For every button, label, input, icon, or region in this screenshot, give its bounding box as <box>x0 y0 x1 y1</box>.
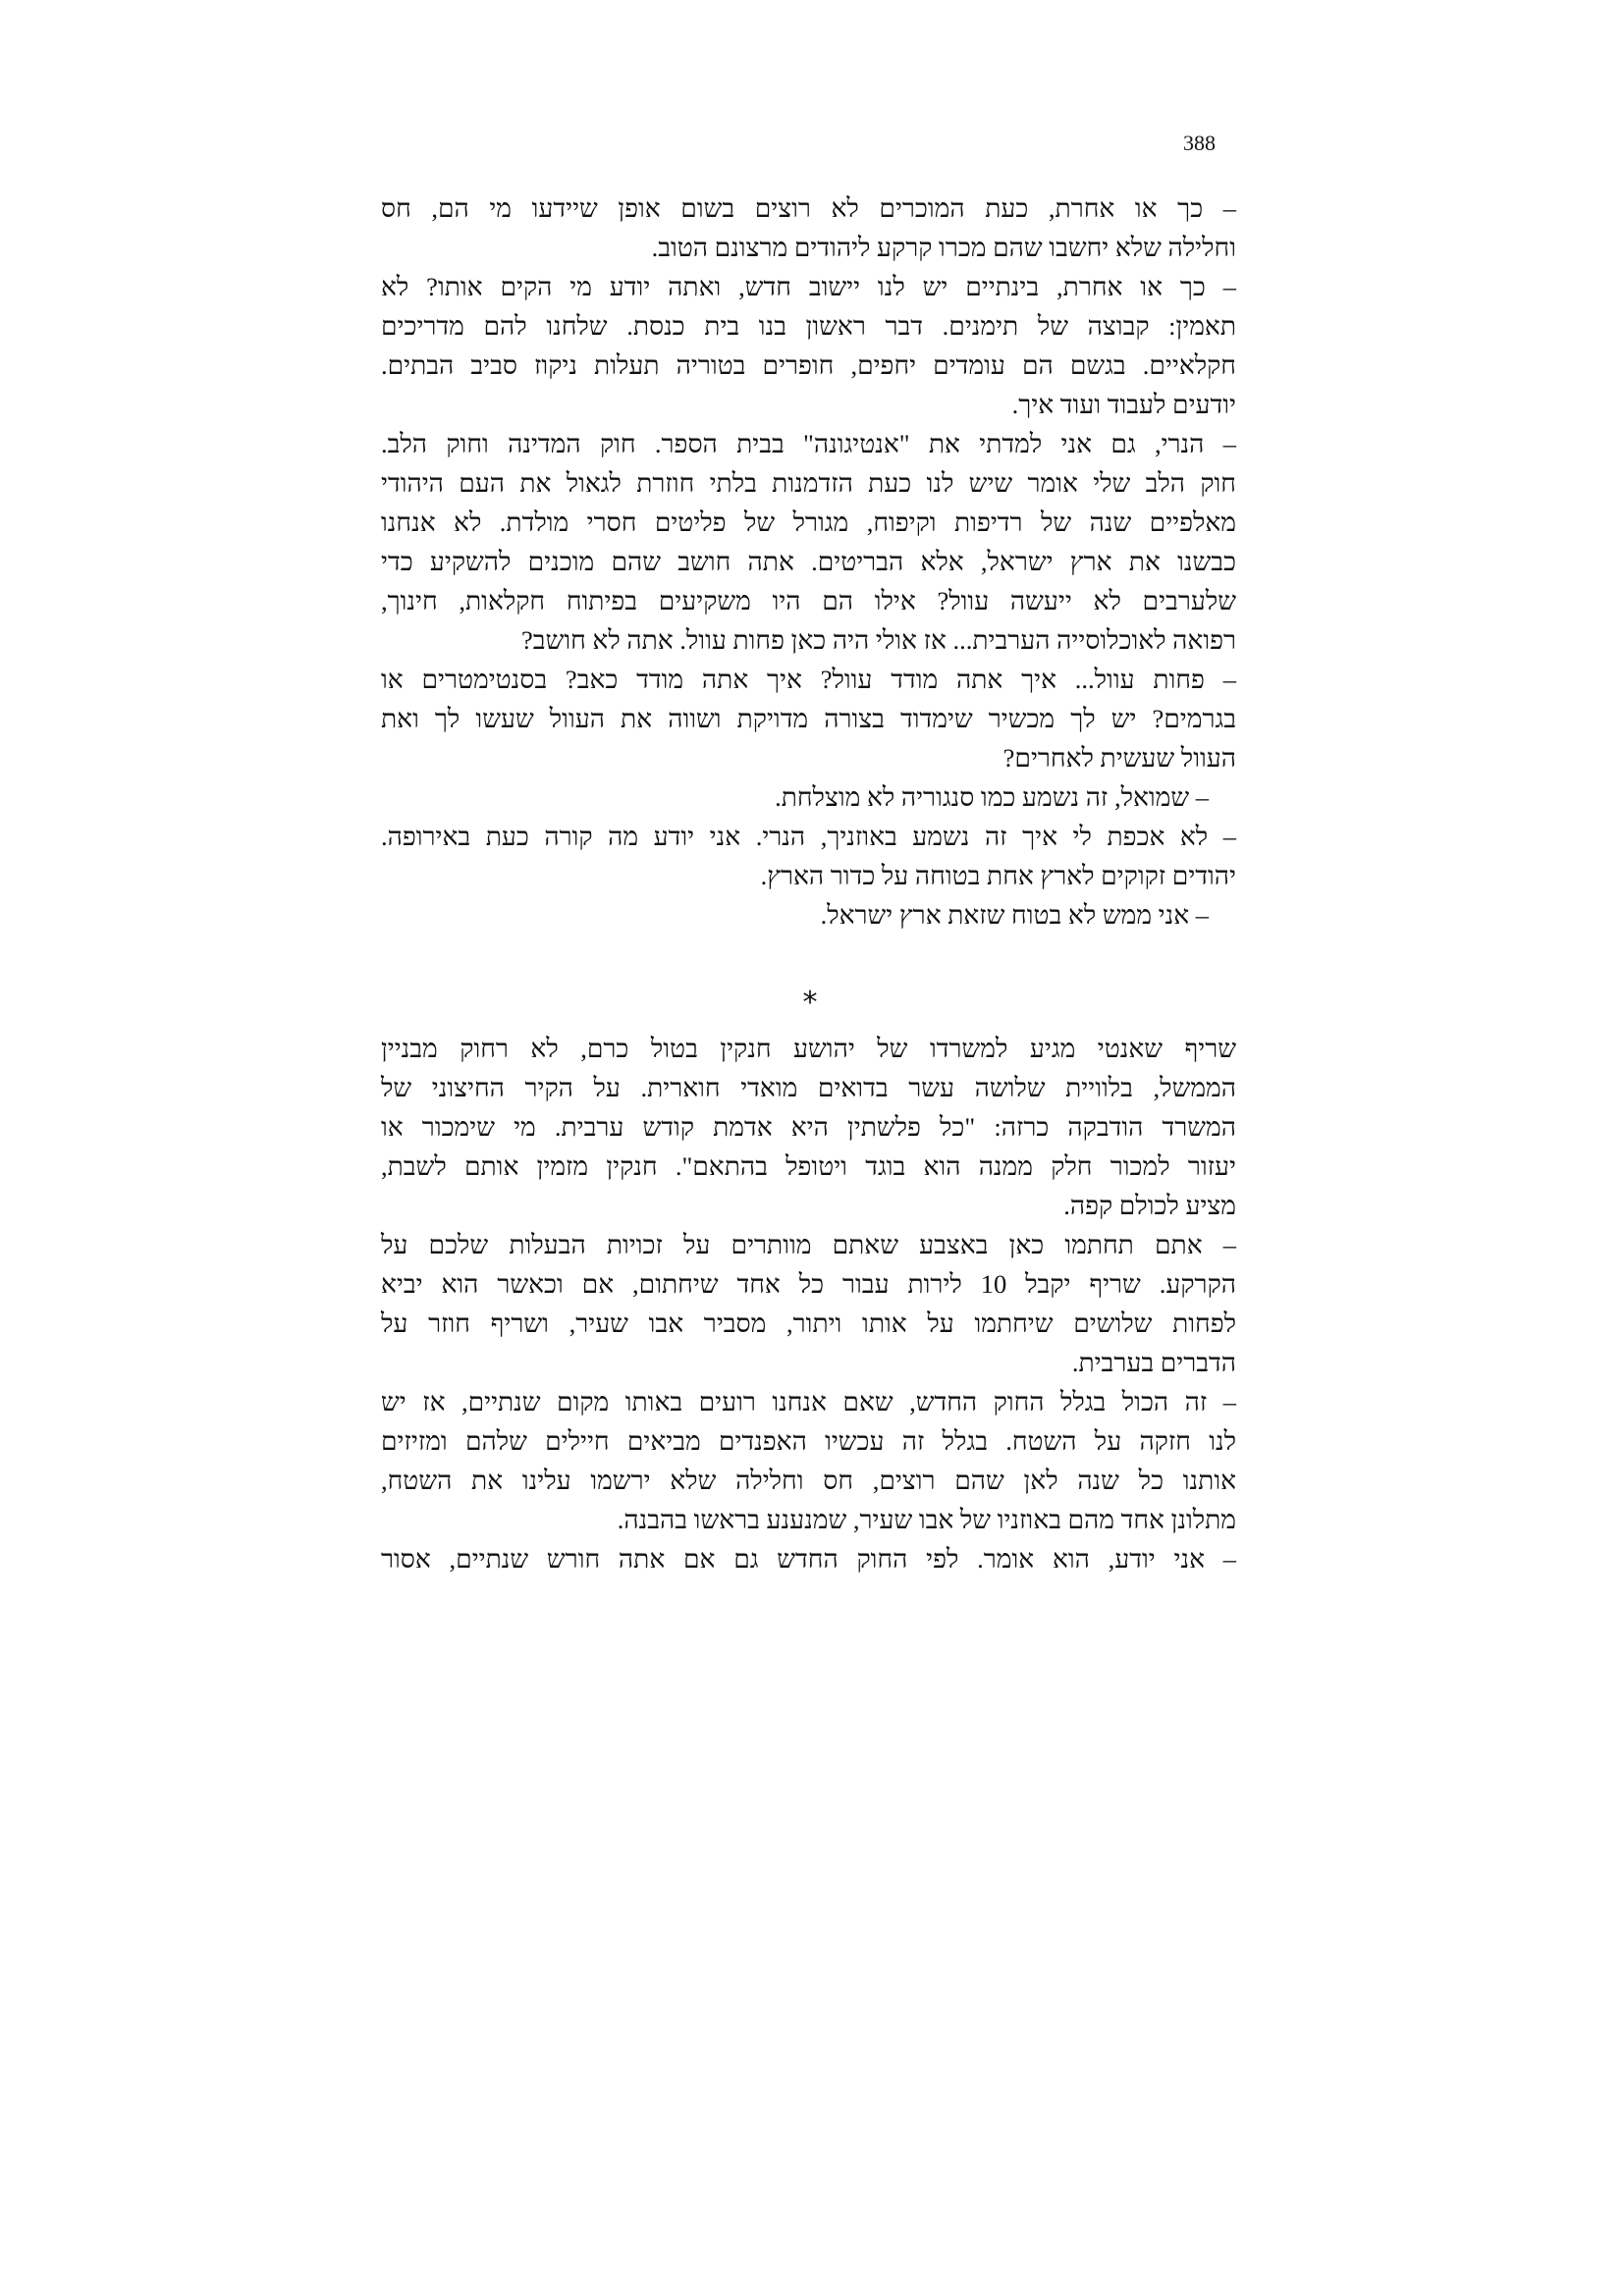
text-line: – אני יודע, הוא אומר. לפי החוק החדש גם אם אתה חורש שנתיים, אסור <box>381 1544 1236 1574</box>
text-line: הקרקע. שריף יקבל 10 לירות עבור כל אחד שיחתום, אם וכאשר הוא יביא <box>381 1269 1236 1299</box>
text-line: – לא אכפת לי איך זה נשמע באוזניך, הנרי. אני יודע מה קורה כעת באירופה. <box>381 822 1236 851</box>
paragraph <box>381 424 1236 660</box>
page-number: 388 <box>1183 131 1216 155</box>
text-line: רפואה לאוכלוסייה הערבית... אז אולי היה כאן פחות עוול. אתה לא חושב? <box>521 625 1236 655</box>
text-line: תאמין: קבוצה של תימנים. דבר ראשון בנו בית כנסת. שלחנו להם מדריכים <box>381 311 1236 341</box>
paragraph <box>381 777 1236 817</box>
paragraph <box>381 1225 1236 1382</box>
text-line: חקלאיים. בגשם הם עומדים יחפים, חופרים בטוריה תעלות ניקוז סביב הבתים. <box>381 350 1236 380</box>
text-line: – שמואל, זה נשמע כמו סנגוריה לא מוצלחת. <box>775 782 1209 812</box>
text-line: יעזור למכור חלק ממנה הוא בוגד ויטופל בהתאם". חנקין מזמין אותם לשבת, <box>381 1151 1236 1181</box>
text-line: – כך או אחרת, בינתיים יש לנו יישוב חדש, ואתה יודע מי הקים אותו? לא <box>381 272 1236 301</box>
text-line: חוק הלב שלי אומר שיש לנו כעת הזדמנות בלתי חוזרת לגאול את העם היהודי <box>381 468 1236 498</box>
text-line: יודעים לעבוד ועוד איך. <box>1011 390 1236 419</box>
text-line: וחלילה שלא יחשבו שהם מכרו קרקע ליהודים מרצונם הטוב. <box>651 233 1236 262</box>
paragraph <box>381 1382 1236 1539</box>
paragraph <box>381 660 1236 777</box>
text-line: שריף שאנטי מגיע למשרדו של יהושע חנקין בטול כרם, לא רחוק מבניין <box>381 1034 1236 1063</box>
paragraph <box>381 895 1236 934</box>
text-line: מתלונן אחד מהם באוזניו של אבו שעיר, שמנענע בראשו בהבנה. <box>617 1505 1236 1534</box>
text-line: בגרמים? יש לך מכשיר שימדוד בצורה מדויקת ושווה את העוול שעשו לך ואת <box>381 704 1236 733</box>
text-line: – אתם תחתמו כאן באצבע שאתם מוותרים על זכויות הבעלות שלכם על <box>381 1230 1236 1259</box>
dialogue-section <box>381 188 1236 934</box>
text-line: המשרד הודבקה כרזה: "כל פלשתין היא אדמת קודש ערבית. מי שימכור או <box>381 1112 1236 1142</box>
text-line: יהודים זקוקים לארץ אחת בטוחה על כדור הארץ. <box>760 861 1236 890</box>
paragraph <box>381 267 1236 424</box>
text-line: מאלפיים שנה של רדיפות וקיפוח, מגורל של פליטים חסרי מולדת. לא אנחנו <box>381 507 1236 537</box>
text-line: – פחות עוול... איך אתה מודד עוול? איך אתה מודד כאב? בסנטימטרים או <box>381 665 1236 694</box>
narrative-section <box>381 1029 1236 1578</box>
paragraph <box>381 188 1236 267</box>
paragraph <box>381 1029 1236 1225</box>
text-line: העוול שעשית לאחרים? <box>1002 743 1236 773</box>
section-break-asterisk: * <box>802 986 818 1020</box>
text-line: – אני ממש לא בטוח שזאת ארץ ישראל. <box>820 900 1209 930</box>
paragraph <box>381 817 1236 895</box>
text-line: – זה הכול בגלל החוק החדש, שאם אנחנו רועים באותו מקום שנתיים, אז יש <box>381 1387 1236 1416</box>
text-line: – הנרי, גם אני למדתי את "אנטיגונה" בבית הספר. חוק המדינה וחוק הלב. <box>381 429 1236 458</box>
text-line: שלערבים לא ייעשה עוול? אילו הם היו משקיעים בפיתוח חקלאות, חינוך, <box>381 586 1236 615</box>
text-line: לנו חזקה על השטח. בגלל זה עכשיו האפנדים מביאים חיילים שלהם ומזיזים <box>381 1426 1236 1456</box>
text-line: הדברים בערבית. <box>1071 1348 1236 1377</box>
text-line: מציע לכולם קפה. <box>1063 1191 1236 1220</box>
text-line: אותנו כל שנה לאן שהם רוצים, חס וחלילה שלא ירשמו עלינו את השטח, <box>381 1466 1236 1495</box>
text-line: כבשנו את ארץ ישראל, אלא הבריטים. אתה חושב שהם מוכנים להשקיע כדי <box>381 547 1236 576</box>
text-line: – כך או אחרת, כעת המוכרים לא רוצים בשום אופן שיידעו מי הם, חס <box>381 193 1236 223</box>
text-line: לפחות שלושים שיחתמו על אותו ויתור, מסביר אבו שעיר, ושריף חוזר על <box>381 1308 1236 1338</box>
paragraph <box>381 1539 1236 1578</box>
text-line: הממשל, בלוויית שלושה עשר בדואים מואדי חוארית. על הקיר החיצוני של <box>381 1073 1236 1102</box>
